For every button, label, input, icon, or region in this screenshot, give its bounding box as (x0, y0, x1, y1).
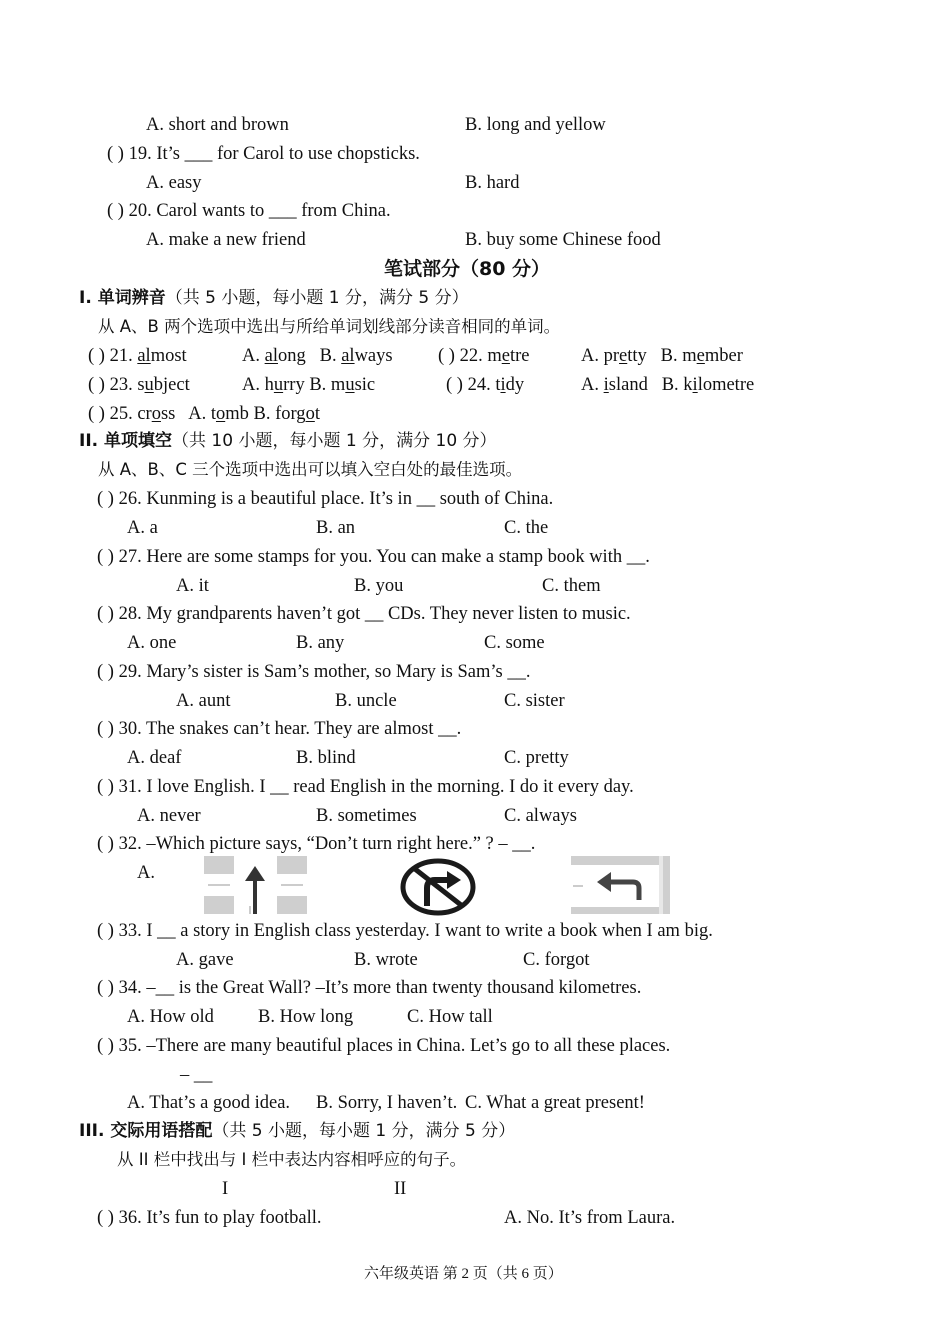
q29-option-c: C. sister (504, 691, 565, 711)
section-2-header (79, 430, 497, 452)
q28-option-c: C. some (484, 633, 545, 653)
section-2-instruction: 从 A、B、C 三个选项中选出可以填入空白处的最佳选项。 (98, 460, 523, 479)
section-1-heading: I. 单词辨音 (79, 288, 166, 308)
section-1-header (79, 287, 469, 309)
q34-option-b: B. How long (258, 1007, 354, 1027)
question-25 (88, 403, 320, 425)
section-3-header (79, 1120, 515, 1142)
q27-option-a: A. it (176, 576, 209, 596)
section-3-note: （共 5 小题，每小题 1 分，满分 5 分） (212, 1121, 516, 1141)
q22-number: ( ) 22. (438, 346, 483, 366)
column-1-label: I (222, 1179, 229, 1199)
question-29: ( ) 29. Mary’s sister is Sam’s mother, so Mary is Sam’s __. (97, 662, 531, 682)
question-28: ( ) 28. My grandparents haven’t got __ CDs. They never listen to music. (97, 604, 631, 624)
question-26: ( ) 26. Kunming is a beautiful place. It’s in __ south of China. (97, 489, 554, 509)
question-19: ( ) 19. It’s ___ for Carol to use chopsticks. (107, 144, 420, 164)
question-30: ( ) 30. The snakes can’t hear. They are almost __. (97, 719, 462, 739)
q30-option-a: A. deaf (127, 748, 182, 768)
q18-option-a: A. short and brown (146, 115, 289, 135)
q23-number: ( ) 23. (88, 375, 133, 395)
section-3-heading: III. 交际用语搭配 (79, 1121, 213, 1141)
turn-left-sign-picture (571, 856, 670, 914)
q26-option-b: B. an (316, 518, 356, 538)
q35-option-b: B. Sorry, I haven’t. (316, 1093, 458, 1113)
section-1-instruction: 从 A、B 两个选项中选出与所给单词划线部分读音相同的单词。 (98, 317, 561, 336)
no-right-turn-sign-picture (399, 858, 477, 916)
q22-options (581, 345, 743, 367)
q33-option-c: C. forgot (523, 950, 590, 970)
q22-option-b: B. member (660, 346, 743, 366)
q25-option-a: A. tomb (188, 404, 249, 424)
q24-option-a: A. island (581, 375, 648, 395)
q29-option-b: B. uncle (335, 691, 397, 711)
q35-reply: – __ (180, 1065, 213, 1085)
question-31: ( ) 31. I love English. I __ read English in the morning. I do it every day. (97, 777, 634, 797)
section-3-instruction: 从 II 栏中找出与 I 栏中表达内容相呼应的句子。 (117, 1150, 467, 1169)
q21-option-a: A. along (242, 346, 306, 366)
section-2-heading: II. 单项填空 (79, 431, 173, 451)
q20-option-b: B. buy some Chinese food (465, 230, 661, 250)
q23-option-a: A. hurry (242, 375, 305, 395)
match-option-a: A. No. It’s from Laura. (504, 1208, 676, 1228)
question-32: ( ) 32. –Which picture says, “Don’t turn right here.” ? – __. (97, 834, 536, 854)
q20-option-a: A. make a new friend (146, 230, 306, 250)
q26-option-c: C. the (504, 518, 549, 538)
q21-number: ( ) 21. (88, 346, 133, 366)
q31-option-a: A. never (137, 806, 201, 826)
page-footer: 六年级英语 第 2 页（共 6 页） (364, 1266, 563, 1282)
question-22 (438, 345, 529, 367)
q24-number: ( ) 24. (446, 375, 491, 395)
q33-option-a: A. gave (176, 950, 234, 970)
q19-option-a: A. easy (146, 173, 202, 193)
q21-option-b: B. always (319, 346, 393, 366)
question-27: ( ) 27. Here are some stamps for you. You can make a stamp book with __. (97, 547, 650, 567)
q32-option-a-label: A. (137, 863, 155, 883)
question-21 (88, 345, 187, 367)
column-2-label: II (394, 1179, 407, 1199)
q25-number: ( ) 25. (88, 404, 133, 424)
q31-option-b: B. sometimes (316, 806, 417, 826)
q29-option-a: A. aunt (176, 691, 231, 711)
question-24 (446, 374, 524, 396)
section-2-note: （共 10 小题，每小题 1 分，满分 10 分） (172, 431, 497, 451)
q25-word: cross (137, 404, 176, 424)
q30-option-c: C. pretty (504, 748, 569, 768)
question-35: ( ) 35. –There are many beautiful places in China. Let’s go to all these places. (97, 1036, 671, 1056)
q18-option-b: B. long and yellow (465, 115, 606, 135)
q21-options (242, 345, 393, 367)
q23-option-b: B. music (309, 375, 376, 395)
q23-options (242, 374, 375, 396)
question-33: ( ) 33. I __ a story in English class yesterday. I want to write a book when I am big. (97, 921, 713, 941)
q26-option-a: A. a (127, 518, 158, 538)
question-34: ( ) 34. –__ is the Great Wall? –It’s more than twenty thousand kilometres. (97, 978, 642, 998)
q27-option-c: C. them (542, 576, 601, 596)
q30-option-b: B. blind (296, 748, 356, 768)
written-part-title: 笔试部分（80 分） (384, 258, 551, 280)
question-36: ( ) 36. It’s fun to play football. (97, 1208, 322, 1228)
straight-arrow-sign-picture (204, 856, 307, 914)
q24-options (581, 374, 754, 396)
q27-option-b: B. you (354, 576, 404, 596)
question-23 (88, 374, 190, 396)
q19-option-b: B. hard (465, 173, 520, 193)
q34-option-c: C. How tall (407, 1007, 493, 1027)
q33-option-b: B. wrote (354, 950, 418, 970)
q22-option-a: A. pretty (581, 346, 647, 366)
q34-option-a: A. How old (127, 1007, 214, 1027)
section-1-note: （共 5 小题，每小题 1 分，满分 5 分） (165, 288, 469, 308)
q23-word: subject (137, 375, 190, 395)
q21-word: almost (137, 346, 187, 366)
q24-word: tidy (495, 375, 525, 395)
q28-option-a: A. one (127, 633, 177, 653)
q24-option-b: B. kilometre (661, 375, 755, 395)
q31-option-c: C. always (504, 806, 577, 826)
q35-option-c: C. What a great present! (465, 1093, 645, 1113)
q25-option-b: B. forgot (253, 404, 320, 424)
q22-word: metre (487, 346, 530, 366)
q35-option-a: A. That’s a good idea. (127, 1093, 291, 1113)
question-20: ( ) 20. Carol wants to ___ from China. (107, 201, 391, 221)
q28-option-b: B. any (296, 633, 345, 653)
